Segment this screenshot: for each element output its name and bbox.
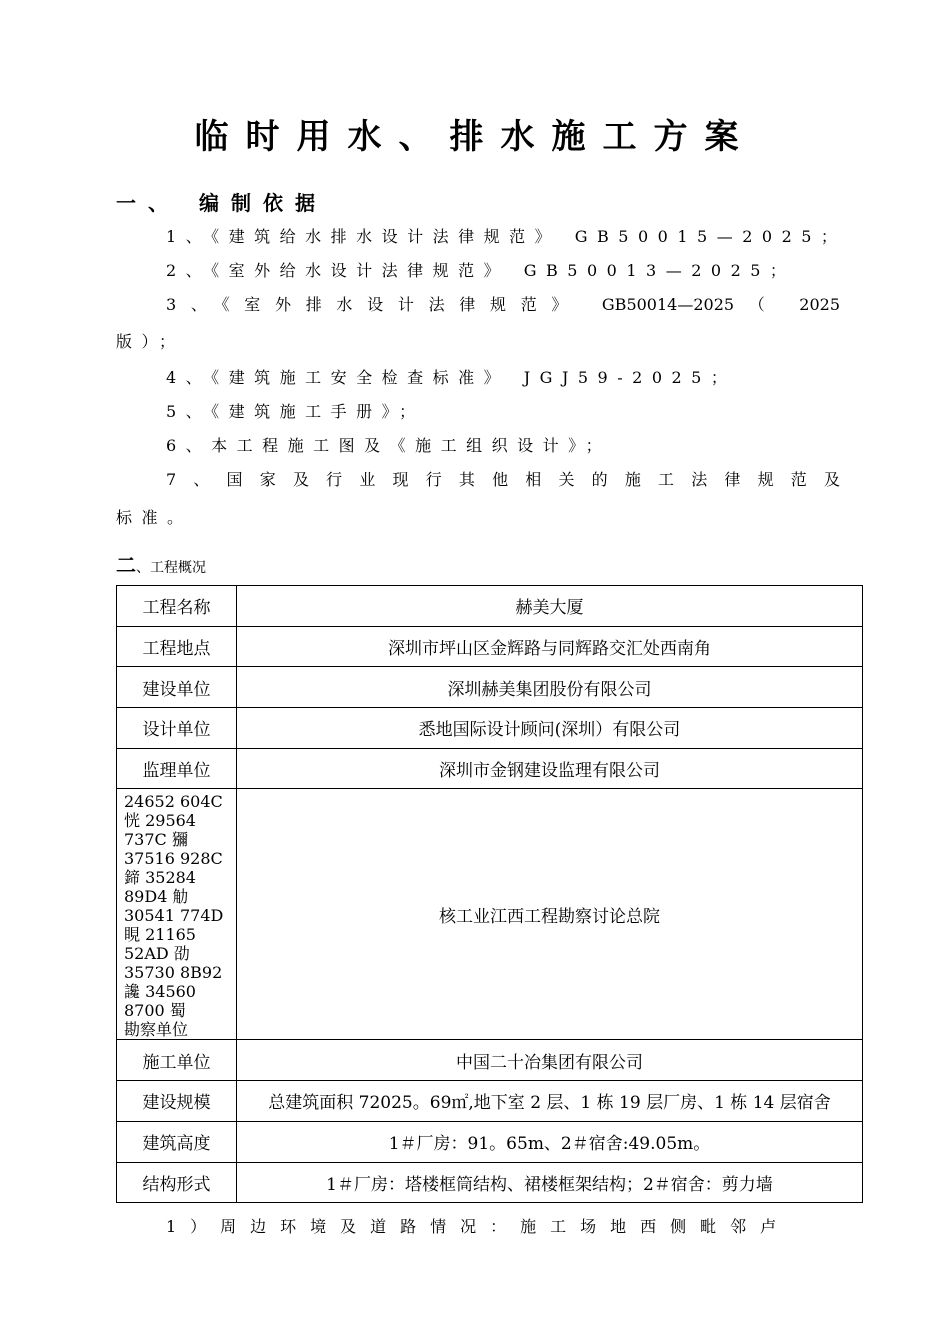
row-value: 赫美大厦 bbox=[237, 586, 863, 627]
table-row bbox=[117, 789, 863, 1040]
row-value: 深圳市坪山区金辉路与同辉路交汇处西南角 bbox=[237, 626, 863, 667]
basis-item-7-continuation: 标准。 bbox=[116, 508, 193, 527]
basis-item-2: 2、《室外给水设计法律规范》 GB50013—2025； bbox=[166, 261, 796, 280]
table-row bbox=[117, 1121, 863, 1162]
section-1-heading: 一、 编制依据 bbox=[116, 191, 327, 215]
basis-item-3: 3、《室外排水设计法律规范》 GB50014—2025（ 2025 bbox=[166, 295, 840, 314]
row-value: 1＃厂房：塔楼框筒结构、裙楼框架结构；2＃宿舍：剪力墙 bbox=[237, 1162, 863, 1203]
row-label: 建设规模 bbox=[117, 1081, 237, 1122]
basis-item-5: 5、《建筑施工手册》； bbox=[166, 402, 425, 421]
table-row bbox=[117, 1040, 863, 1081]
table-row bbox=[117, 626, 863, 667]
project-overview-table bbox=[116, 585, 863, 1203]
row-label: 设计单位 bbox=[117, 708, 237, 749]
row-label: 建筑高度 bbox=[117, 1121, 237, 1162]
row-value: 中国二十冶集团有限公司 bbox=[237, 1040, 863, 1081]
row-label: 建设单位 bbox=[117, 667, 237, 708]
basis-item-1: 1、《建筑给水排水设计法律规范》 GB50015—2025； bbox=[166, 227, 847, 246]
row-label: 工程地点 bbox=[117, 626, 237, 667]
table-row bbox=[117, 1162, 863, 1203]
row-value: 深圳市金钢建设监理有限公司 bbox=[237, 748, 863, 789]
table-row bbox=[117, 586, 863, 627]
row-value: 核工业江西工程勘察讨论总院 bbox=[237, 789, 863, 1040]
table-row bbox=[117, 748, 863, 789]
table-row bbox=[117, 1081, 863, 1122]
basis-item-3-continuation: 版）； bbox=[116, 332, 185, 351]
table-row bbox=[117, 667, 863, 708]
basis-item-7: 7、国家及行业现行其他相关的施工法律规范及 bbox=[166, 470, 840, 489]
section-2-number: 二 bbox=[116, 553, 136, 577]
section-2-title: 、工程概况 bbox=[136, 560, 206, 576]
row-value: 1＃厂房：91。65m、2＃宿舍:49.05m。 bbox=[237, 1121, 863, 1162]
row-value: 悉地国际设计顾问(深圳）有限公司 bbox=[237, 708, 863, 749]
row-label: 结构形式 bbox=[117, 1162, 237, 1203]
document-title: 临时用水、排水施工方案 bbox=[194, 117, 756, 157]
table-row bbox=[117, 708, 863, 749]
row-label: 工程名称 bbox=[117, 586, 237, 627]
row-label: 施工单位 bbox=[117, 1040, 237, 1081]
section-2-heading bbox=[116, 552, 206, 581]
row-label: 24652 604C 恍 29564 737C 獼 37516 928C 鍗 35284 89D4 觔 30541 774D 睍 21165 52AD 劭 35730 8B92 讒 34560 8700 蜀 勘察单位 bbox=[117, 789, 237, 1040]
surroundings-paragraph: 1）周边环境及道路情况：施工场地西侧毗邻卢 bbox=[166, 1217, 791, 1236]
row-value: 深圳赫美集团股份有限公司 bbox=[237, 667, 863, 708]
basis-item-4: 4、《建筑施工安全检查标准》 JGJ59-2025； bbox=[166, 368, 737, 387]
row-label: 监理单位 bbox=[117, 748, 237, 789]
basis-item-6: 6、本工程施工图及《施工组织设计》； bbox=[166, 436, 612, 455]
row-value: 总建筑面积 72025。69㎡,地下室 2 层、1 栋 19 层厂房、1 栋 14 层宿舍 bbox=[237, 1081, 863, 1122]
